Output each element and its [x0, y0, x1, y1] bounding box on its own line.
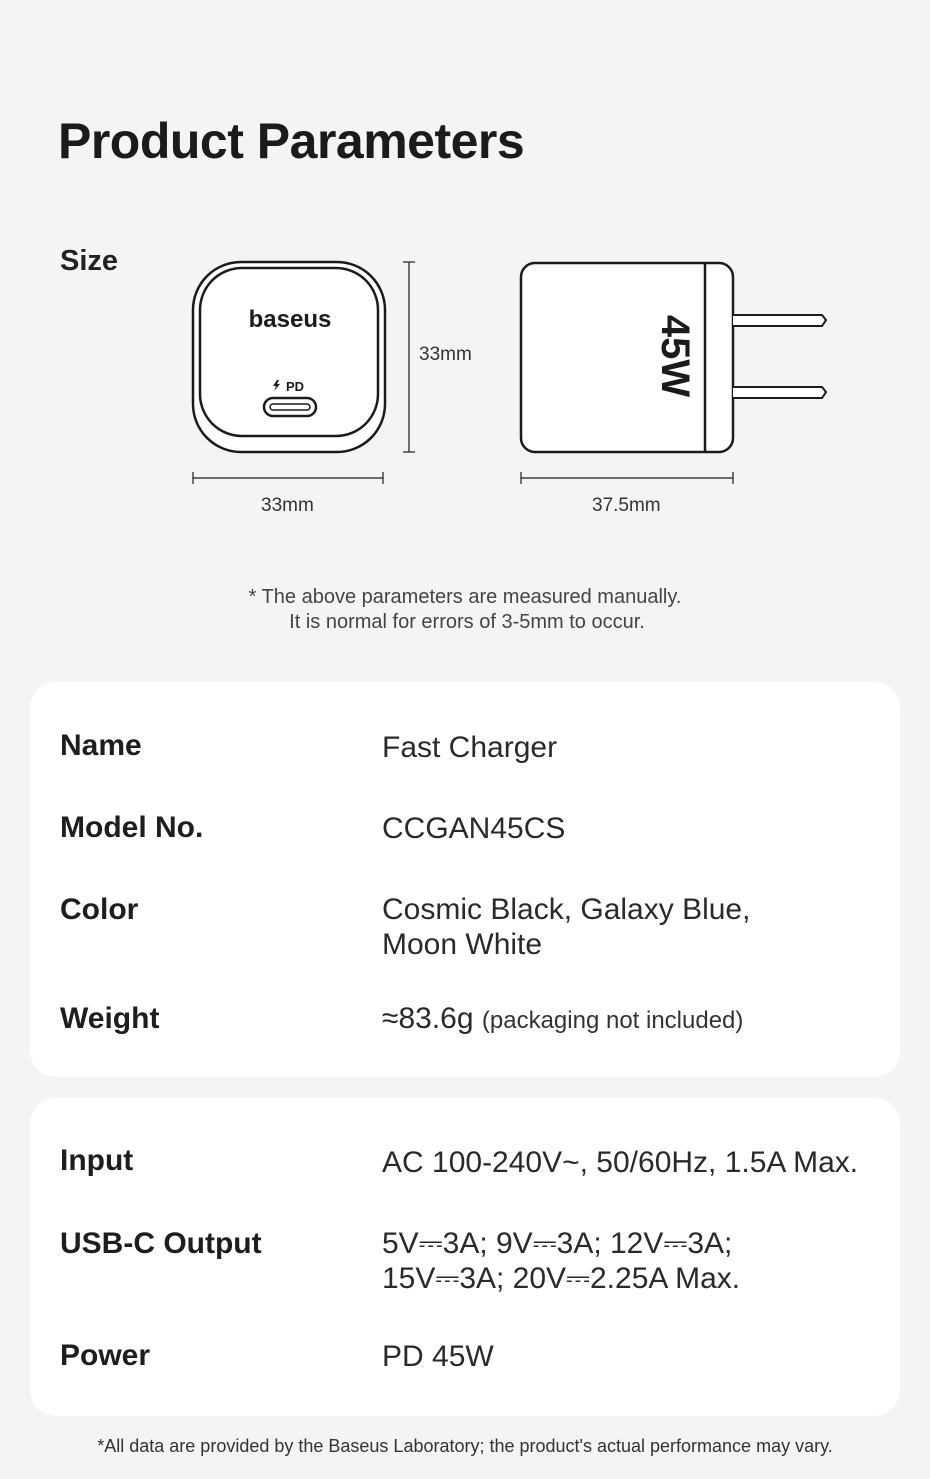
- weight-note: (packaging not included): [481, 1007, 744, 1034]
- spec-label-weight: Weight: [60, 1002, 160, 1035]
- spec-value-output-line1: 5V⎓3A; 9V⎓3A; 12V⎓3A;: [382, 1227, 733, 1260]
- front-width-label: 33mm: [261, 495, 314, 516]
- spec-value-output-line2: 15V⎓3A; 20V⎓2.25A Max.: [382, 1262, 741, 1295]
- side-mark: 45W: [653, 314, 697, 398]
- spec-value-weight: [382, 1001, 882, 1038]
- spec-label-power: Power: [60, 1339, 151, 1372]
- note-line-2: It is normal for errors of 3-5mm to occur.: [289, 611, 645, 633]
- page-title: Product Parameters: [58, 113, 525, 169]
- spec-label-color: Color: [60, 893, 139, 926]
- brand-logo: baseus: [248, 306, 332, 333]
- front-width-dimension: [193, 472, 383, 484]
- side-width-label: 37.5mm: [592, 495, 661, 516]
- spec-label-name: Name: [60, 729, 142, 762]
- note-line-1: * The above parameters are measured manually.: [248, 586, 682, 608]
- front-height-label: 33mm: [419, 344, 472, 365]
- usb-c-port: [264, 398, 316, 416]
- side-width-dimension: [521, 472, 733, 484]
- spec-value-name: Fast Charger: [382, 731, 558, 764]
- spec-value-color-line2: Moon White: [382, 928, 543, 961]
- charger-side-view: [521, 263, 826, 452]
- spec-value-input: AC 100-240V~, 50/60Hz, 1.5A Max.: [382, 1146, 859, 1179]
- size-diagram: [0, 0, 930, 560]
- power-specs-card: [30, 1098, 900, 1416]
- measurement-note: [0, 585, 930, 635]
- footer-disclaimer: *All data are provided by the Baseus Laboratory; the product's actual performance may vary.: [97, 1436, 833, 1456]
- charger-front-view: [193, 262, 385, 452]
- spec-label-output: USB-C Output: [60, 1227, 262, 1260]
- spec-value-color-line1: Cosmic Black, Galaxy Blue,: [382, 893, 751, 926]
- spec-value-model: CCGAN45CS: [382, 812, 566, 845]
- spec-value-output: [382, 1226, 882, 1296]
- height-dimension: [403, 262, 415, 452]
- size-label: Size: [60, 245, 119, 277]
- spec-label-input: Input: [60, 1144, 134, 1177]
- basic-specs-card: [30, 682, 900, 1077]
- spec-value-color: [382, 892, 882, 962]
- spec-label-model: Model No.: [60, 811, 204, 844]
- port-label: PD: [286, 379, 305, 394]
- weight-value: ≈83.6g: [382, 1002, 474, 1035]
- spec-value-power: PD 45W: [382, 1340, 494, 1373]
